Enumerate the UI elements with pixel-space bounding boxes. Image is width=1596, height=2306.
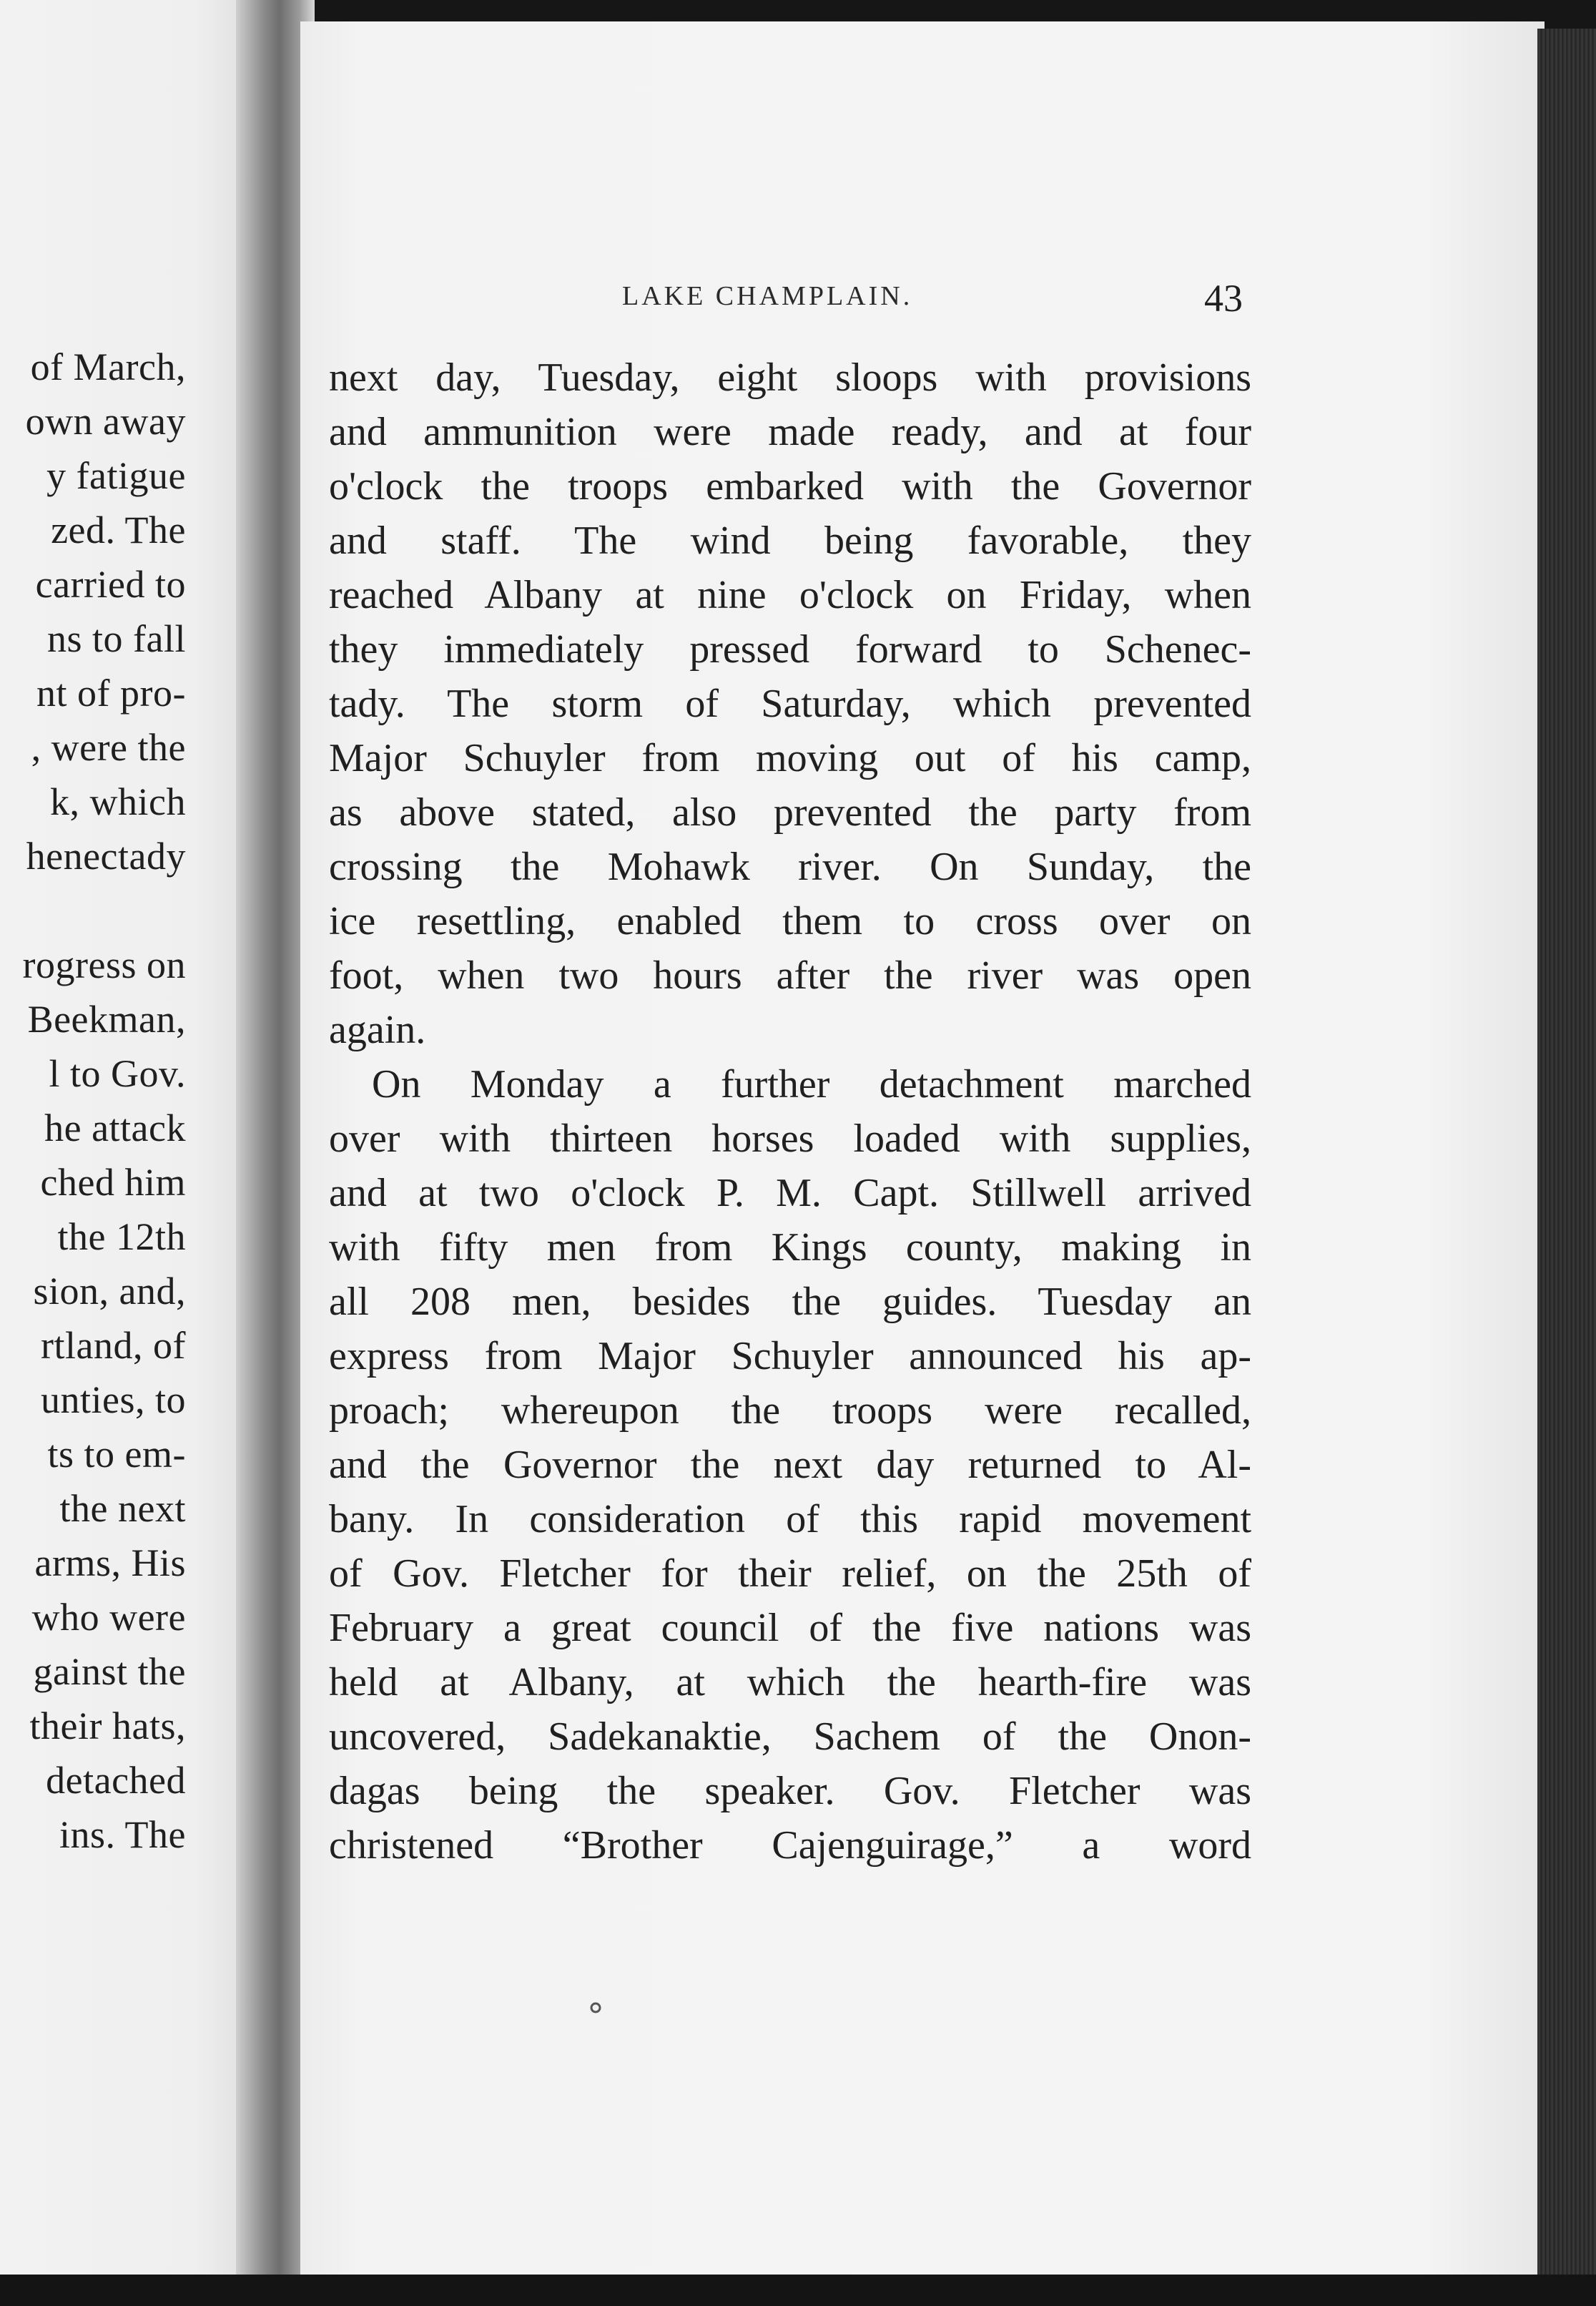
body-line: and ammunition were made ready, and at four <box>329 410 1251 454</box>
body-line: christened “Brother Cajenguirage,” a word <box>329 1823 1251 1868</box>
left-page-line: zed. The <box>51 509 186 551</box>
left-page-line: Beekman, <box>27 998 186 1041</box>
body-line: On Monday a further detachment marched <box>372 1062 1251 1107</box>
body-line: and at two o'clock P. M. Capt. Stillwell arrived <box>329 1171 1251 1215</box>
left-page-line: nt of pro- <box>36 672 186 715</box>
body-line: next day, Tuesday, eight sloops with provisions <box>329 355 1251 400</box>
left-page-line: henectady <box>26 835 186 878</box>
left-page-line: ns to fall <box>47 617 186 660</box>
page-edges <box>1537 29 1596 2289</box>
body-line: held at Albany, at which the hearth-fire was <box>329 1660 1251 1704</box>
body-line: o'clock the troops embarked with the Governor <box>329 464 1251 509</box>
left-page-line: he attack <box>44 1107 186 1149</box>
left-page-line: , were the <box>31 726 186 769</box>
body-line: over with thirteen horses loaded with supplies, <box>329 1117 1251 1161</box>
left-page-line: their hats, <box>29 1704 186 1747</box>
body-line: uncovered, Sadekanaktie, Sachem of the Onon- <box>329 1714 1251 1759</box>
left-page-line: the next <box>59 1487 186 1530</box>
ink-speck <box>588 2000 604 2016</box>
body-line: of Gov. Fletcher for their relief, on the 25th of <box>329 1551 1251 1596</box>
body-line: dagas being the speaker. Gov. Fletcher was <box>329 1769 1251 1813</box>
body-line: as above stated, also prevented the party from <box>329 790 1251 835</box>
body-line: foot, when two hours after the river was open <box>329 953 1251 998</box>
body-line: they immediately pressed forward to Schenec- <box>329 627 1251 672</box>
left-page-line: own away <box>25 400 186 443</box>
body-line: express from Major Schuyler announced his ap- <box>329 1334 1251 1378</box>
body-line: bany. In consideration of this rapid movement <box>329 1497 1251 1541</box>
left-page-line: who were <box>31 1596 186 1639</box>
left-page-line: sion, and, <box>33 1270 186 1313</box>
left-page-line: rogress on <box>22 943 186 986</box>
left-page-line: k, which <box>50 780 186 823</box>
body-line: all 208 men, besides the guides. Tuesday an <box>329 1280 1251 1324</box>
body-line: reached Albany at nine o'clock on Friday, when <box>329 573 1251 617</box>
body-line: tady. The storm of Saturday, which prevented <box>329 682 1251 726</box>
left-page-line: y fatigue <box>46 454 186 497</box>
scan-bottom-border <box>0 2275 1596 2306</box>
left-page-line: ched him <box>40 1161 186 1204</box>
left-page-line: unties, to <box>41 1378 186 1421</box>
body-line: February a great council of the five nations was <box>329 1606 1251 1650</box>
left-page-line: detached <box>46 1759 186 1802</box>
body-line: proach; whereupon the troops were recalled, <box>329 1388 1251 1433</box>
left-page-line: carried to <box>35 563 186 606</box>
left-page-line: gainst the <box>33 1650 186 1693</box>
left-page-line: of March, <box>30 345 186 388</box>
left-page-line: the 12th <box>57 1215 186 1258</box>
body-line: again. <box>329 1008 426 1052</box>
body-line: crossing the Mohawk river. On Sunday, the <box>329 845 1251 889</box>
left-page-line: ts to em- <box>47 1433 186 1476</box>
left-page-line: rtland, of <box>41 1324 186 1367</box>
running-head: LAKE CHAMPLAIN. <box>622 281 913 311</box>
body-line: ice resettling, enabled them to cross over on <box>329 899 1251 943</box>
left-page-line: ins. The <box>59 1813 186 1856</box>
body-line: and staff. The wind being favorable, they <box>329 519 1251 563</box>
left-facing-page <box>0 0 243 2306</box>
body-line: and the Governor the next day returned to Al- <box>329 1443 1251 1487</box>
body-line: with fifty men from Kings county, making in <box>329 1225 1251 1270</box>
left-page-line: arms, His <box>34 1541 186 1584</box>
left-page-line: l to Gov. <box>49 1052 186 1095</box>
page-number: 43 <box>1204 277 1243 320</box>
body-line: Major Schuyler from moving out of his camp, <box>329 736 1251 780</box>
